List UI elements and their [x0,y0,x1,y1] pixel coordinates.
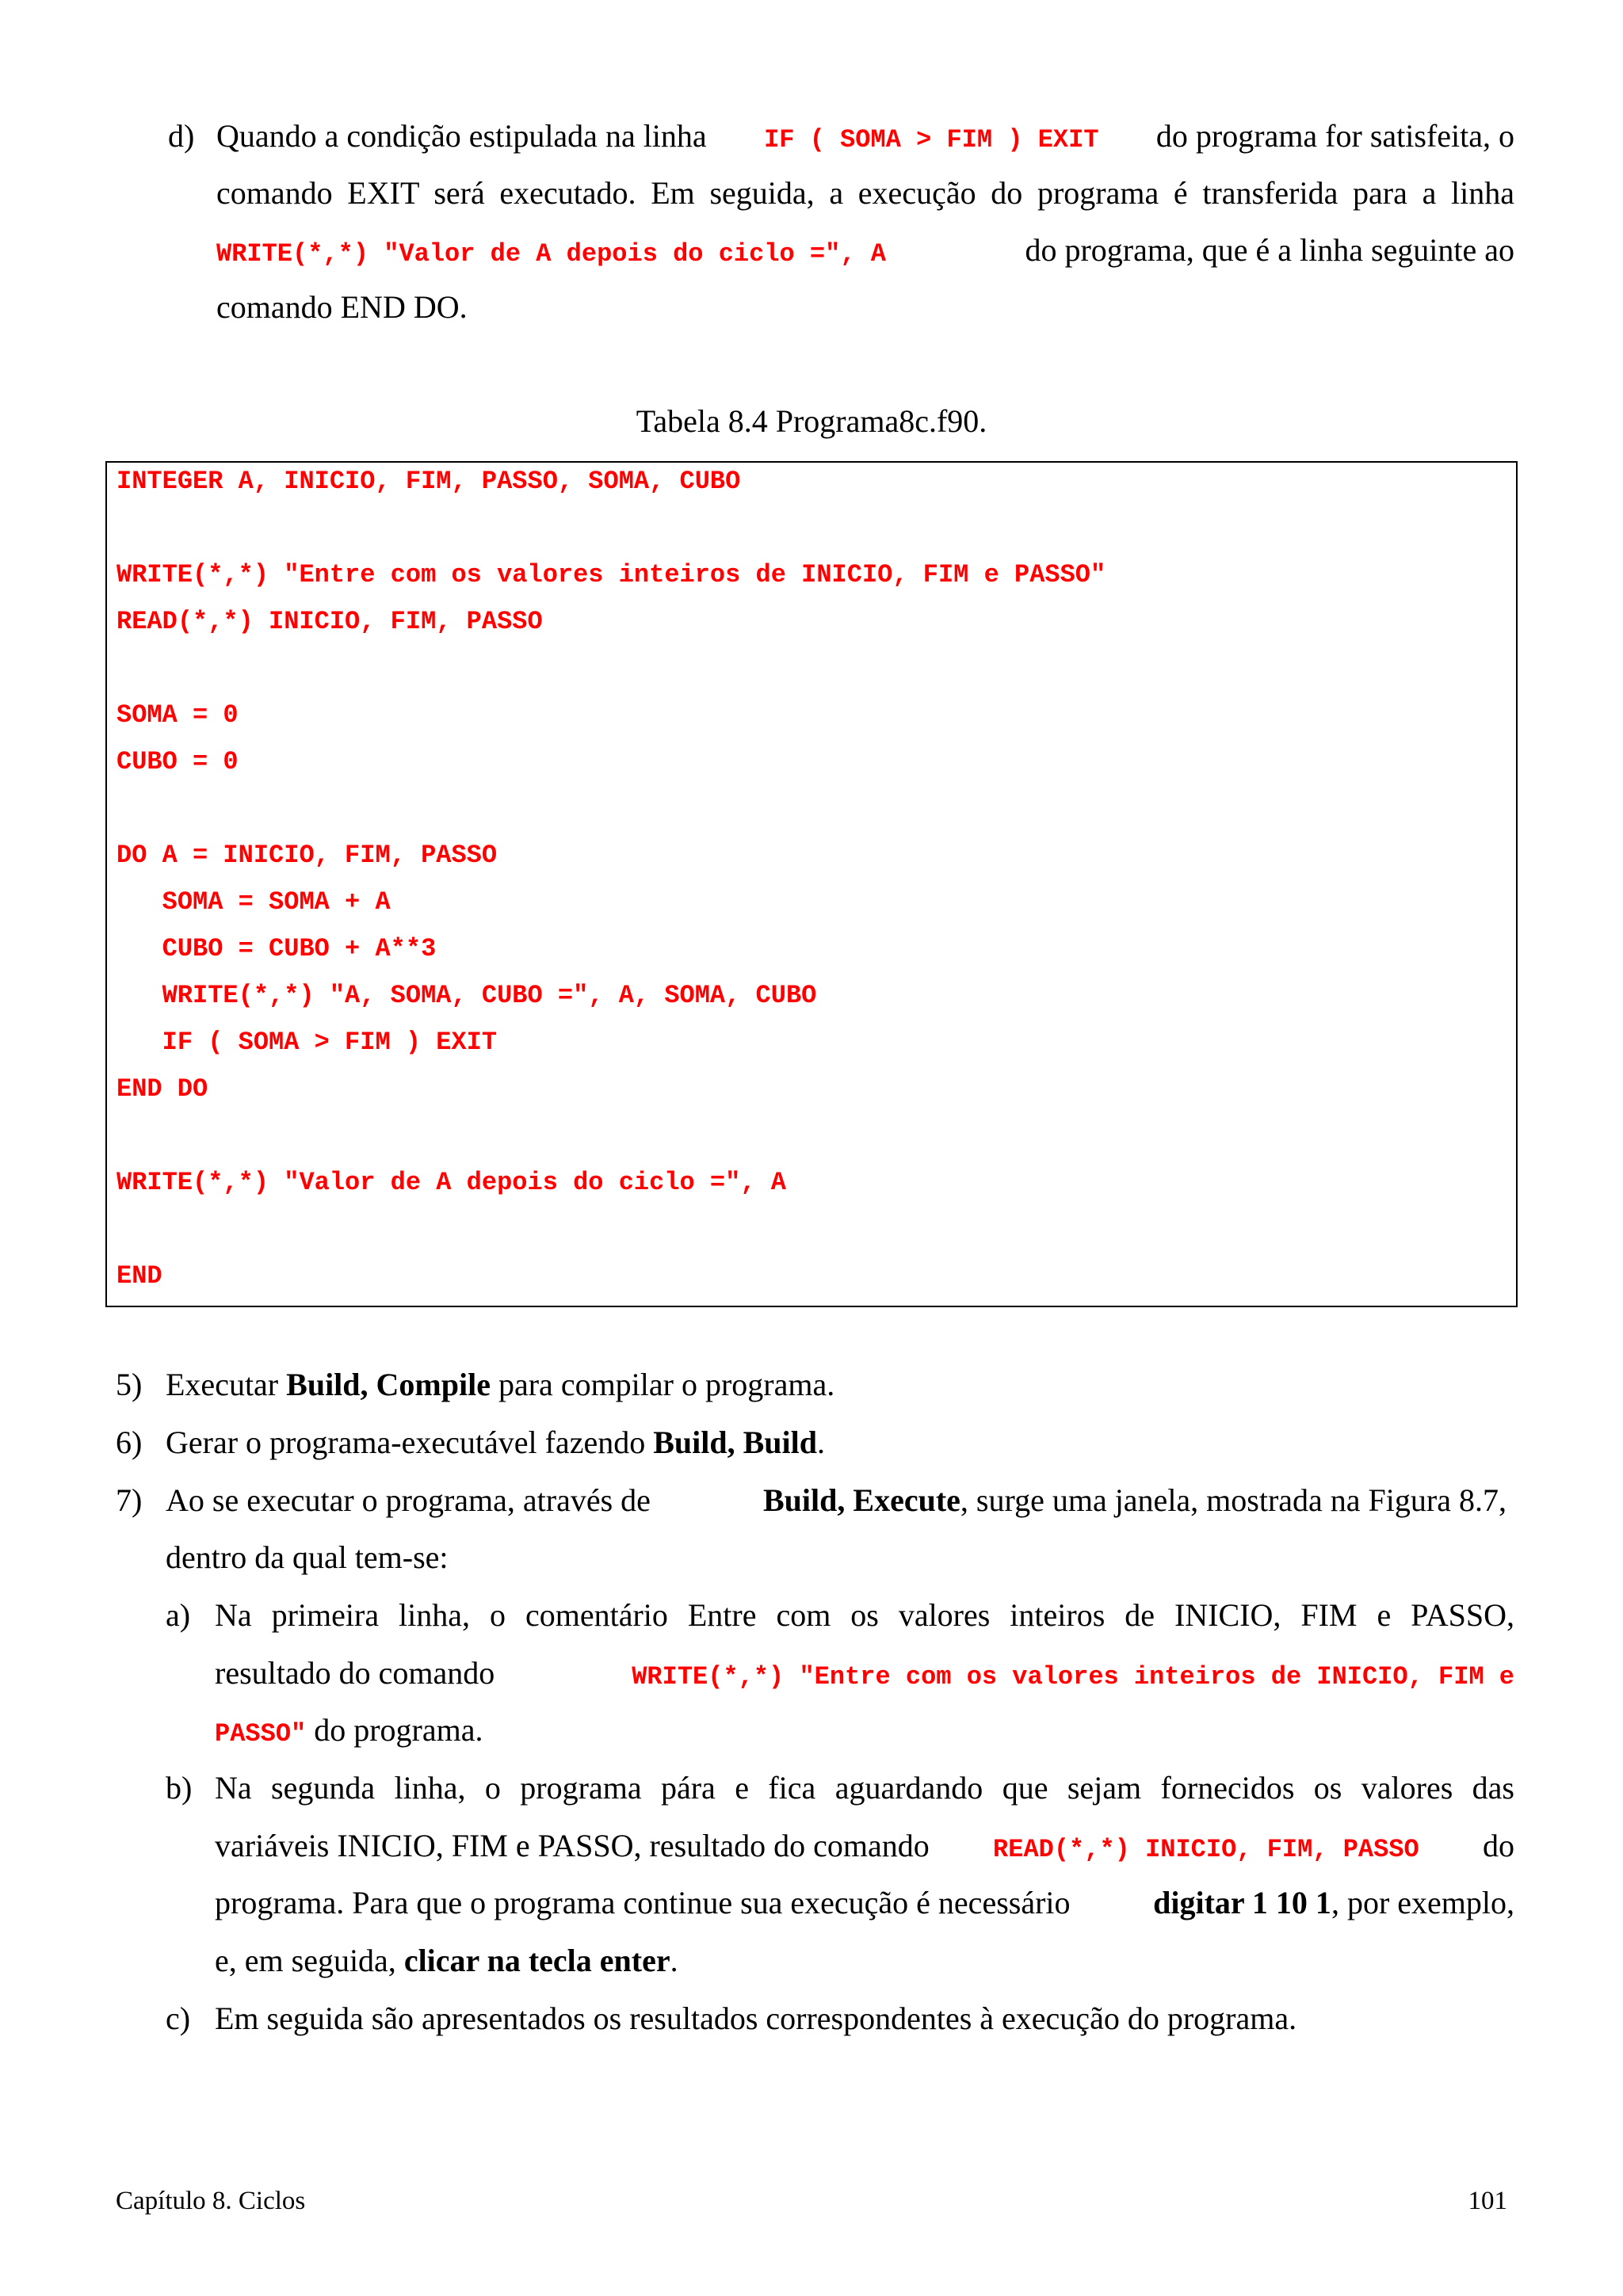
sub-a-line-2 [215,1654,1514,1691]
step-6-text-a: Gerar o programa-executável fazendo [166,1425,654,1460]
code-line: END DO [116,1074,208,1104]
step-7-line-1-a: Ao se executar o programa, através de [166,1482,651,1518]
sub-b-line-4-text: e, em seguida, [215,1943,404,1978]
code-listing-box [105,461,1518,1307]
step-6-text [166,1424,825,1461]
step-5-marker: 5) [116,1367,143,1402]
step-6-marker: 6) [116,1425,143,1460]
step-5-bold: Build, Compile [286,1367,491,1402]
item-d-marker: d) [168,118,195,154]
code-line: CUBO = CUBO + A**3 [116,934,437,963]
sub-a-line-2-code: WRITE(*,*) "Entre com os valores inteiros de INICIO, FIM e [632,1662,1514,1691]
item-d-line-1-text-a: Quando a condição estipulada na linha [216,118,707,154]
step-7-line-1-c: , surge uma janela, mostrada na Figura 8.7, [960,1482,1507,1518]
sub-b-line-2-code: READ(*,*) INICIO, FIM, PASSO [993,1835,1419,1864]
table-caption: Tabela 8.4 Programa8c.f90. [636,403,987,439]
code-line: CUBO = 0 [116,747,239,776]
item-d-line-3-code: WRITE(*,*) "Valor de A depois do ciclo =", A [216,239,886,269]
sub-b-marker: b) [166,1770,193,1806]
sub-b-line-3 [215,1884,1514,1921]
step-7-bold: Build, Execute [763,1482,960,1518]
sub-b-line-4-text-c: . [670,1943,678,1978]
code-line: WRITE(*,*) "Valor de A depois do ciclo =", A [116,1168,786,1197]
step-7-line-1 [166,1482,1507,1519]
step-7-line-2: dentro da qual tem-se: [166,1539,449,1575]
sub-a-line-3-text: do programa. [306,1712,483,1748]
sub-b-line-2-text-b: do [1482,1828,1514,1863]
sub-b-line-3-text-c: , por exemplo, [1331,1885,1514,1920]
item-d-line-2: comando EXIT será executado. Em seguida, a execução do programa é transferida para a linha [216,175,1514,211]
sub-b-line-4 [215,1942,678,1979]
footer-page-number: 101 [1468,2187,1507,2215]
code-line: READ(*,*) INICIO, FIM, PASSO [116,607,543,636]
item-d-line-1-code: IF ( SOMA > FIM ) EXIT [764,125,1099,154]
sub-a-marker: a) [166,1597,191,1633]
sub-a-line-3-code: PASSO" [215,1719,307,1749]
step-6-bold: Build, Build [653,1425,817,1460]
code-line: INTEGER A, INICIO, FIM, PASSO, SOMA, CUBO [116,467,741,496]
sub-b-line-3-bold: digitar 1 10 1 [1153,1885,1331,1920]
code-line: SOMA = 0 [116,700,239,730]
code-line: WRITE(*,*) "A, SOMA, CUBO =", A, SOMA, CUBO [116,981,817,1010]
item-d-line-3-text: do programa, que é a linha seguinte ao [1025,232,1514,268]
code-line: DO A = INICIO, FIM, PASSO [116,841,498,870]
footer-chapter: Capítulo 8. Ciclos [116,2187,306,2215]
sub-b-line-4-bold: clicar na tecla enter [403,1943,670,1978]
step-5-text-a: Executar [166,1367,287,1402]
step-7-line-1-bc [763,1482,1507,1519]
item-d-line-1-text-b: do programa for satisfeita, o [1155,118,1514,154]
item-d-line-1 [216,117,1514,154]
sub-b-line-2 [215,1827,1514,1864]
code-line: SOMA = SOMA + A [116,887,391,917]
sub-c-line-1: Em seguida são apresentados os resultados correspondentes à execução do programa. [215,2000,1297,2036]
item-d-line-4: comando END DO. [216,289,468,325]
step-7-marker: 7) [116,1482,143,1518]
code-line: IF ( SOMA > FIM ) EXIT [116,1028,498,1057]
step-6-text-c: . [817,1425,825,1460]
sub-a-line-3 [215,1711,483,1749]
sub-a-line-2-text: resultado do comando [215,1655,495,1691]
sub-b-line-3-bc [1153,1884,1514,1921]
sub-a-line-1: Na primeira linha, o comentário Entre com os valores inteiros de INICIO, FIM e PASSO, [215,1597,1514,1633]
sub-b-line-2-text: variáveis INICIO, FIM e PASSO, resultado do comando [215,1828,930,1863]
sub-b-line-1: Na segunda linha, o programa pára e fica aguardando que sejam fornecidos os valores das [215,1770,1514,1806]
step-5-text [166,1366,834,1403]
sub-b-line-3-text: programa. Para que o programa continue sua execução é necessário [215,1885,1071,1920]
item-d-line-3 [216,231,1514,269]
sub-c-marker: c) [166,2000,191,2036]
code-line: END [116,1261,162,1291]
step-5-text-c: para compilar o programa. [490,1367,835,1402]
code-line: WRITE(*,*) "Entre com os valores inteiros de INICIO, FIM e PASSO" [116,560,1106,589]
